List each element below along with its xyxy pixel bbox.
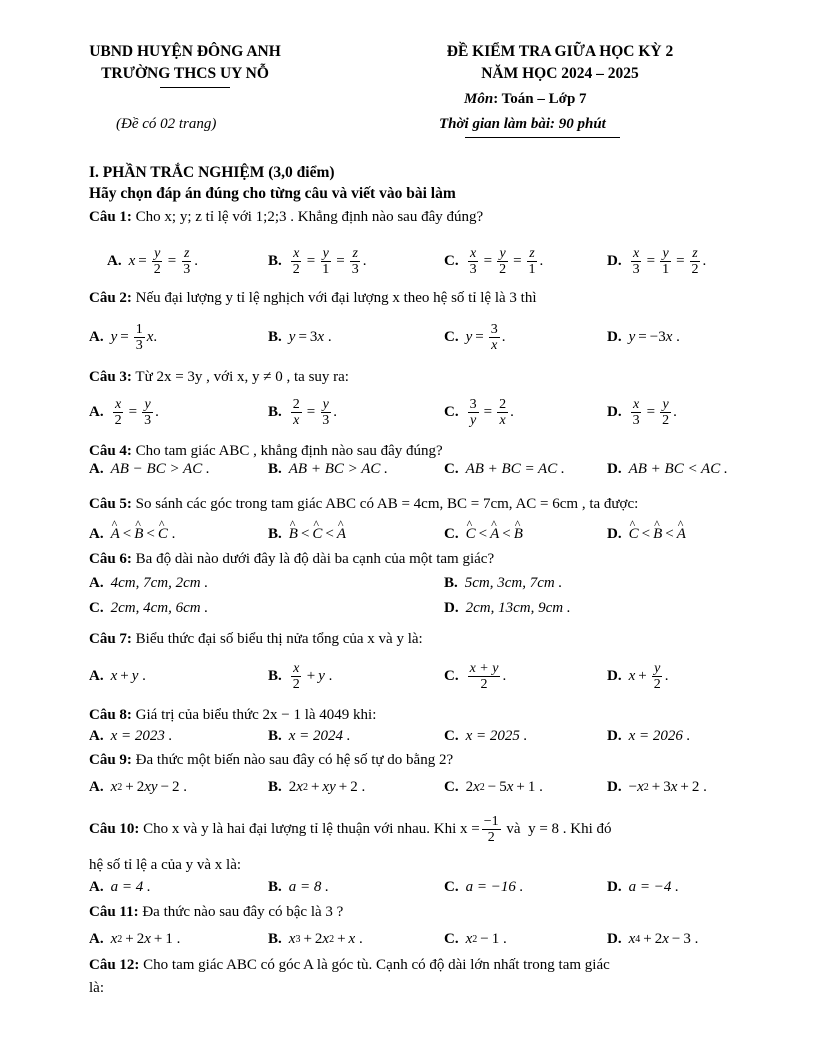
q2-option-b[interactable]: B. y = 3 x . <box>268 328 332 345</box>
q11-options <box>89 926 769 952</box>
q11-option-a[interactable]: A. x 2 + 2 x + 1 . <box>89 930 181 947</box>
q1-option-b[interactable]: B. $\frac{x}{2}$ = $\frac{y}{1}$ = $\frac{z}{3}$ . <box>268 245 367 277</box>
q8-option-c[interactable]: C. x = 2025 . <box>444 727 528 744</box>
question-5: Câu 5: So sánh các góc trong tam giác ABC có AB = 4cm, BC = 7cm, AC = 6cm , ta được: <box>89 496 639 512</box>
q10-options <box>89 876 769 898</box>
q1-option-c[interactable]: C. $\frac{x}{3}$ = $\frac{y}{2}$ = $\frac{z}{1}$ . <box>444 245 544 277</box>
q10-option-a[interactable]: A. a = 4 . <box>89 878 151 895</box>
q3-option-b[interactable]: B. $\frac{2}{x}$ = $\frac{y}{3}$ . <box>268 396 337 428</box>
q7-option-d[interactable]: D. x + $\frac{y}{2}$ . <box>607 660 669 692</box>
q3-options <box>89 395 769 429</box>
q2-options <box>89 320 769 354</box>
q10-option-b[interactable]: B. a = 8 . <box>268 878 329 895</box>
q7-options <box>89 659 769 693</box>
q11-option-c[interactable]: C. x 2 − 1 . <box>444 930 507 947</box>
question-11: Câu 11: Đa thức nào sau đây có bậc là 3 ? <box>89 904 344 920</box>
time-line <box>439 116 606 133</box>
q6-option-c[interactable]: C. 2cm, 4cm, 6cm . <box>89 600 209 616</box>
q3-option-a[interactable]: A. $\frac{x}{2}$ = $\frac{y}{3}$ . <box>89 396 159 428</box>
q4-option-c[interactable]: C. AB + BC = AC . <box>444 460 565 477</box>
q3-option-d[interactable]: D. $\frac{x}{3}$ = $\frac{y}{2}$ . <box>607 396 677 428</box>
district-name: UBND HUYỆN ĐÔNG ANH <box>89 43 281 60</box>
q8-option-b[interactable]: B. x = 2024 . <box>268 727 351 744</box>
question-12-line2: là: <box>89 980 104 996</box>
q5-option-b[interactable]: B. ^ B < ^ C < ^ A <box>268 519 346 549</box>
q5-options <box>89 519 769 549</box>
q2-option-a[interactable]: A. y = $\frac{1}{3}$ x . <box>89 321 158 353</box>
subject-value: : Toán – Lớp 7 <box>493 91 587 107</box>
q9-option-a[interactable]: A. x 2 + 2 xy − 2 . <box>89 778 188 795</box>
q9-option-b[interactable]: B. 2 x 2 + xy + 2 . <box>268 778 366 795</box>
q10-option-d[interactable]: D. a = −4 . <box>607 878 679 895</box>
q7-option-b[interactable]: B. $\frac{x}{2}$ + y . <box>268 660 333 692</box>
q4-option-a[interactable]: A. AB − BC > AC . <box>89 460 210 477</box>
time-underline <box>465 137 620 138</box>
q5-option-d[interactable]: D. ^ C < ^ B < ^ A <box>607 519 686 549</box>
question-12: Câu 12: Cho tam giác ABC có góc A là góc tù. Cạnh có độ dài lớn nhất trong tam giác <box>89 957 610 973</box>
q9-options <box>89 774 769 800</box>
q3-option-c[interactable]: C. $\frac{3}{y}$ = $\frac{2}{x}$ . <box>444 396 514 428</box>
q9-option-d[interactable]: D. − x 2 + 3 x + 2 . <box>607 778 707 795</box>
exam-title: ĐỀ KIỂM TRA GIỮA HỌC KỲ 2 <box>446 43 674 60</box>
question-8: Câu 8: Giá trị của biểu thức 2x − 1 là 4049 khi: <box>89 707 377 723</box>
q7-option-a[interactable]: A. x + y . <box>89 667 146 684</box>
question-9: Câu 9: Đa thức một biến nào sau đây có hệ số tự do bằng 2? <box>89 752 454 768</box>
q8-options <box>89 725 769 747</box>
q4-option-b[interactable]: B. AB + BC > AC . <box>268 460 388 477</box>
q2-option-c[interactable]: C. y = $\frac{3}{x}$ . <box>444 321 506 353</box>
q11-option-b[interactable]: B. x 3 + 2 x 2 + x . <box>268 930 363 947</box>
school-year: NĂM HỌC 2024 – 2025 <box>481 65 639 82</box>
page-count-note: (Đề có 02 trang) <box>116 116 217 132</box>
question-6: Câu 6: Ba độ dài nào dưới đây là độ dài ba cạnh của một tam giác? <box>89 551 495 567</box>
section-instruction: Hãy chọn đáp án đúng cho từng câu và viết vào bài làm <box>89 185 456 202</box>
q7-option-c[interactable]: C. $\frac{x + y}{2}$ . <box>444 660 507 692</box>
q1-option-d[interactable]: D. $\frac{x}{3}$ = $\frac{y}{1}$ = $\frac{z}{2}$ . <box>607 245 707 277</box>
question-1: Câu 1: Cho x; y; z tỉ lệ với 1;2;3 . Khẳng định nào sau đây đúng? <box>89 209 484 225</box>
question-7: Câu 7: Biểu thức đại số biểu thị nửa tổng của x và y là: <box>89 631 423 647</box>
header-left <box>60 41 310 85</box>
q8-option-a[interactable]: A. x = 2023 . <box>89 727 173 744</box>
subject-label: Môn <box>464 91 494 107</box>
question-10: Câu 10: Cho x và y là hai đại lượng tỉ lệ thuận với nhau. Khi x = $\frac{-1}{2}$ và y = 8 . Khi đó <box>89 813 612 845</box>
question-10-line2: hệ số tỉ lệ a của y và x là: <box>89 857 242 873</box>
q9-option-c[interactable]: C. 2 x 2 − 5 x + 1 . <box>444 778 543 795</box>
q6-option-d[interactable]: D. 2cm, 13cm, 9cm . <box>444 600 571 616</box>
q6-option-b[interactable]: B. 5cm, 3cm, 7cm . <box>444 575 563 591</box>
q5-option-c[interactable]: C. ^ C < ^ A < ^ B <box>444 519 523 549</box>
q8-option-d[interactable]: D. x = 2026 . <box>607 727 691 744</box>
q1-option-a[interactable]: A. x = $\frac{y}{2}$ = $\frac{z}{3}$ . <box>107 245 198 277</box>
header-right <box>380 41 740 85</box>
question-4: Câu 4: Cho tam giác ABC , khẳng định nào sau đây đúng? <box>89 443 443 459</box>
q1-options <box>89 244 769 278</box>
q11-option-d[interactable]: D. x 4 + 2 x − 3 . <box>607 930 699 947</box>
time-value: : 90 phút <box>549 116 606 132</box>
school-name: TRƯỜNG THCS UY NỖ <box>101 65 269 82</box>
q10-option-c[interactable]: C. a = −16 . <box>444 878 524 895</box>
school-underline <box>160 87 230 88</box>
q4-options <box>89 458 769 480</box>
q5-option-a[interactable]: A. ^ A < ^ B < ^ C . <box>89 519 175 549</box>
q6-option-a[interactable]: A. 4cm, 7cm, 2cm . <box>89 575 209 591</box>
q2-option-d[interactable]: D. y = −3 x . <box>607 328 680 345</box>
section-title: I. PHẦN TRẮC NGHIỆM (3,0 điểm) <box>89 164 335 181</box>
time-label: Thời gian làm bài <box>439 116 550 132</box>
question-3: Câu 3: Từ 2x = 3y , với x, y ≠ 0 , ta suy ra: <box>89 369 349 385</box>
question-2: Câu 2: Nếu đại lượng y tỉ lệ nghịch với đại lượng x theo hệ số tỉ lệ là 3 thì <box>89 290 537 306</box>
subject-line <box>464 91 587 108</box>
q4-option-d[interactable]: D. AB + BC < AC . <box>607 460 728 477</box>
